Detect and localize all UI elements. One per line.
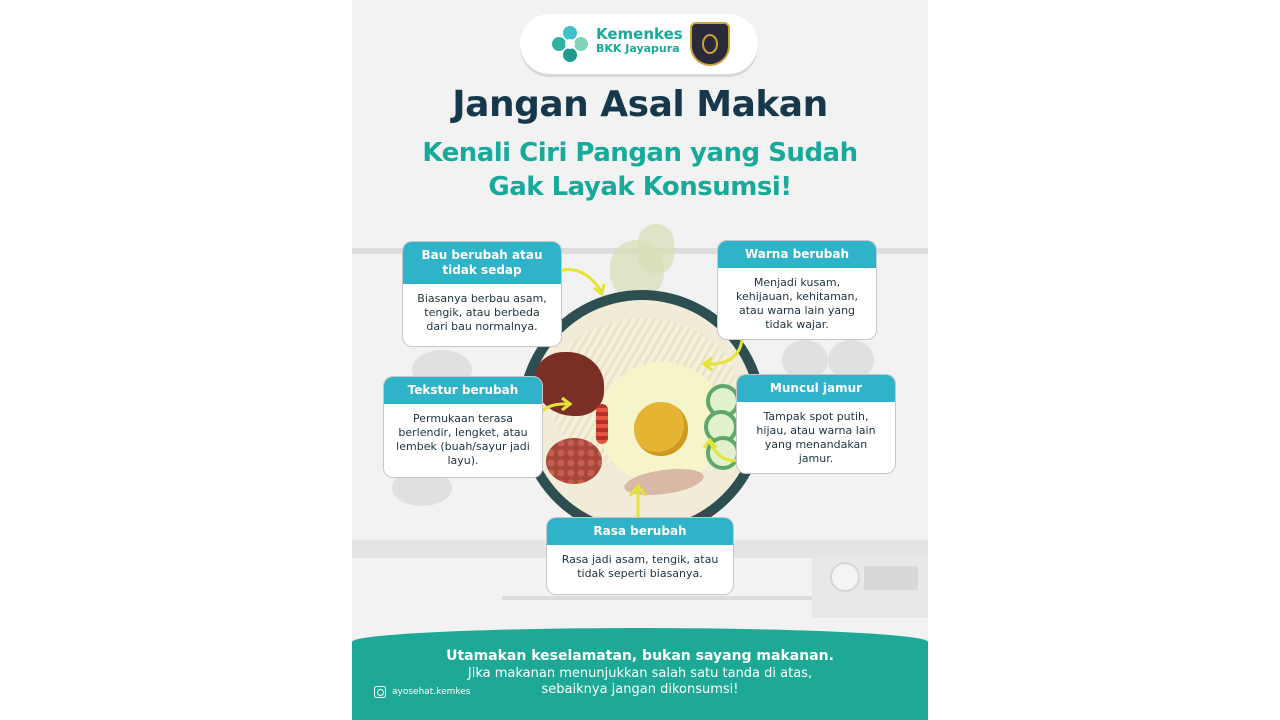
logo-text [596, 26, 683, 55]
background-knob [830, 562, 860, 592]
card-taste [546, 517, 734, 595]
instagram-handle [374, 686, 471, 698]
card-smell-title: Bau berubah atau tidak sedap [403, 242, 561, 284]
card-color [717, 240, 877, 340]
card-mold [736, 374, 896, 474]
logo-unit: BKK Jayapura [596, 41, 680, 55]
arrow-icon [622, 482, 652, 522]
page-subtitle-line2: Gak Layak Konsumsi! [488, 172, 792, 202]
card-smell-body: Biasanya berbau asam, tengik, atau berbeda dari bau normalnya. [417, 292, 547, 333]
instagram-icon [374, 686, 386, 698]
chili-illustration [596, 404, 608, 444]
footer-headline: Utamakan keselamatan, bukan sayang makanan. [446, 648, 834, 664]
beans-illustration [546, 438, 602, 484]
card-texture-title: Tekstur berubah [384, 377, 542, 404]
logo-pill [520, 14, 758, 74]
card-mold-title: Muncul jamur [737, 375, 895, 402]
card-taste-title: Rasa berubah [547, 518, 733, 545]
logo-name: Kemenkes [596, 25, 683, 43]
egg-yolk-illustration [634, 402, 688, 456]
bkk-emblem-icon [690, 22, 730, 66]
card-texture [383, 376, 543, 478]
background-display [864, 566, 918, 590]
card-taste-body: Rasa jadi asam, tengik, atau tidak seperti biasanya. [561, 553, 719, 580]
page-title: Jangan Asal Makan [452, 84, 828, 125]
card-color-title: Warna berubah [718, 241, 876, 268]
background-rail [502, 596, 812, 600]
arrow-icon [698, 336, 748, 376]
page-subtitle-line1: Kenali Ciri Pangan yang Sudah [422, 138, 858, 168]
instagram-text: ayosehat.kemkes [392, 687, 471, 697]
footer-line2: sebaiknya jangan dikonsumsi! [541, 682, 739, 697]
footer-line1: Jika makanan menunjukkan salah satu tanda di atas, [467, 666, 813, 681]
card-smell [402, 241, 562, 347]
card-color-body: Menjadi kusam, kehijauan, kehitaman, atau warna lain yang tidak wajar. [736, 276, 858, 331]
card-texture-body: Permukaan terasa berlendir, lengket, atau lembek (buah/sayur jadi layu). [396, 412, 530, 467]
kemenkes-logo-icon [550, 24, 590, 64]
steam-illustration [638, 224, 674, 274]
infographic-poster [352, 0, 928, 720]
card-mold-body: Tampak spot putih, hijau, atau warna lain yang menandakan jamur. [756, 410, 876, 465]
